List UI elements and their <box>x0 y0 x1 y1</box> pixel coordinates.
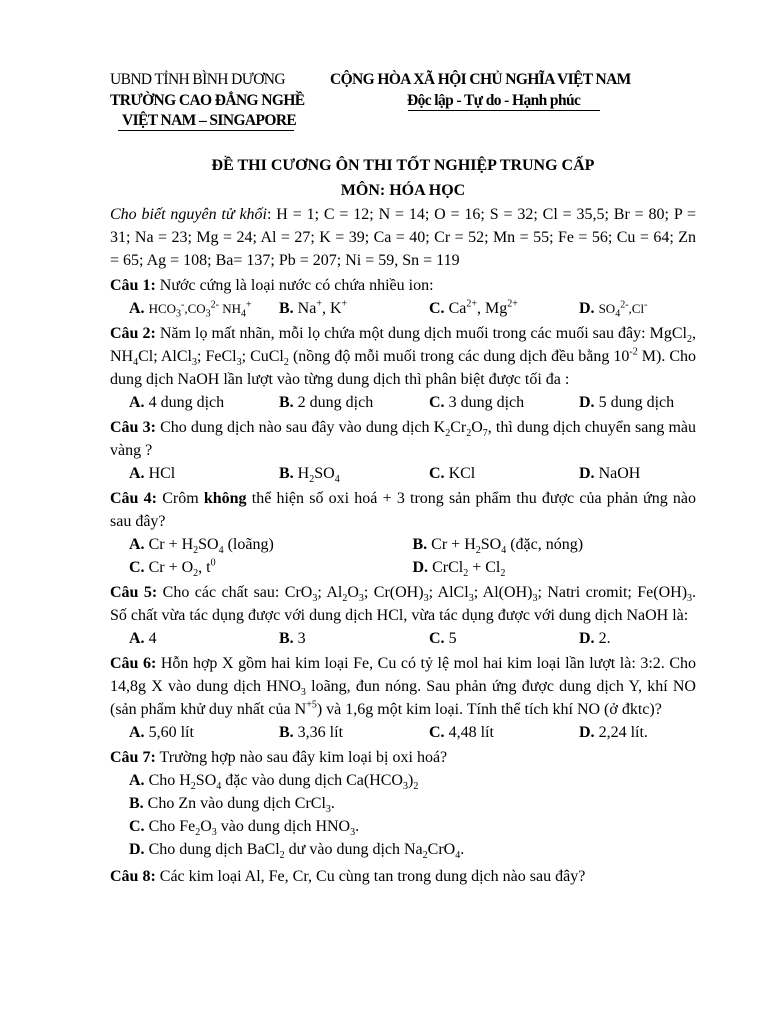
question-1: Câu 1: Nước cứng là loại nước có chứa nhiều ion: <box>110 277 434 294</box>
option-c[interactable]: C. 3 dung dịch <box>429 394 525 411</box>
option-b[interactable]: B. 3 <box>279 630 306 647</box>
option-a[interactable]: A. $HCO_3^-,CO_3^{2-}$ $NH_4^+$ <box>129 299 252 320</box>
option-a[interactable]: A. 4 dung dịch <box>129 394 225 411</box>
option-a[interactable]: A. 4 <box>129 630 157 647</box>
question-5: Câu 5: Cho các chất sau: CrO$_3$; $Al_2O_3$; $Cr(OH)_3$; AlCl$_3$; $Al(OH)_3$; Natri cromit; $Fe(OH)_3$. Số chất vừa tác dụng được với dung dịch HCl, vừa tác dụng được với dung dịch NaOH là: <box>110 584 697 624</box>
question-6-options <box>110 721 696 744</box>
option-a[interactable]: A. HCl <box>129 465 176 482</box>
motto-underline <box>408 110 600 111</box>
question-7: Câu 7: Trường hợp nào sau đây kim loại bị oxi hoá? <box>110 749 448 766</box>
option-d[interactable]: D. 2. <box>579 630 611 647</box>
option-b[interactable]: B. 3,36 lít <box>279 724 344 741</box>
option-d[interactable]: D. NaOH <box>579 465 641 482</box>
exam-title: ĐỀ THI CƯƠNG ÔN THI TỐT NGHIỆP TRUNG CẤP <box>211 157 595 174</box>
option-d[interactable]: D. CrCl$_2$ + $Cl_2$ <box>412 559 506 580</box>
option-b[interactable]: B. 2 dung dịch <box>279 394 374 411</box>
option-a[interactable]: A. $Cr + H_2SO_4$ (loãng) <box>129 536 274 557</box>
school-underline <box>118 130 294 131</box>
option-a[interactable]: A. 5,60 lít <box>129 724 194 741</box>
option-b[interactable]: B. Na+, K+ <box>279 298 348 317</box>
option-c[interactable]: C. KCl <box>429 465 476 482</box>
option-c[interactable]: C. $Cr + O_2$, $t^0$ <box>129 557 216 580</box>
exam-page <box>110 66 696 888</box>
question-3: Câu 3: Cho dung dịch nào sau đây vào dung dịch $K_2Cr_2O_7$, thì dung dịch chuyển sang màu vàng ? <box>110 419 697 459</box>
national-motto: Độc lập - Tự do - Hạnh phúc <box>407 92 581 109</box>
exam-subject: MÔN: HÓA HỌC <box>340 182 466 199</box>
atomic-masses: Cho biết nguyên tử khối: H = 1; C = 12; N = 14; O = 16; S = 32; Cl = 35,5; Br = 80; P = 31; Na = 23; Mg = 24; Al = 27; K = 39; Ca = 40; Cr = 52; Mn = 55; Fe = 56; Cu = 64; Zn = 65; Ag = 108; Ba= 137; Pb = 207; Ni = 59, Sn = 119 <box>110 206 696 269</box>
option-c[interactable]: C. 5 <box>429 630 457 647</box>
question-4: Câu 4: Crôm không thể hiện số oxi hoá + 3 trong sản phẩm thu được của phản ứng nào sau đây? <box>110 490 697 530</box>
school-name: TRƯỜNG CAO ĐẲNG NGHỀ <box>110 92 305 109</box>
option-d[interactable]: D. 5 dung dịch <box>579 394 675 411</box>
option-d[interactable]: D. 2,24 lít. <box>579 724 648 741</box>
question-2: Câu 2: Năm lọ mất nhãn, mỗi lọ chứa một dung dịch muối trong các muối sau đây: MgCl$_2$, $NH_4Cl$; AlCl$_3$; FeCl$_3$; CuCl$_2$ (nồng độ mỗi muối trong các dung dịch đều bằng $10^{-2}$ M). Cho dung dịch NaOH lần lượt vào từng dung dịch thì phân biệt được tối đa : <box>110 325 697 388</box>
school-name-line2: VIỆT NAM – SINGAPORE <box>122 112 297 129</box>
question-1-options <box>110 297 696 320</box>
option-b[interactable]: B. $H_2SO_4$ <box>279 465 340 486</box>
question-5-options <box>110 627 696 650</box>
option-b[interactable]: B. Cho Zn vào dung dịch CrCl$_3$. <box>129 795 335 816</box>
question-8: Câu 8: Các kim loại Al, Fe, Cr, Cu cùng tan trong dung dịch nào sau đây? <box>110 868 586 885</box>
option-c[interactable]: C. $Ca^{2+}$, $Mg^{2+}$ <box>429 298 518 317</box>
question-6: Câu 6: Hỗn hợp X gồm hai kim loại Fe, Cu có tỷ lệ mol hai kim loại lần lượt là: 3:2. Cho 14,8g X vào dung dịch $HNO_3$ loãng, đun nóng. Sau phản ứng được dung dịch Y, khí NO (sản phẩm khử duy nhất của $N^{+5}$) và 1,6g một kim loại. Tính thể tích khí NO (ở đktc)? <box>110 655 696 718</box>
question-3-options <box>110 462 696 485</box>
option-a[interactable]: A. Cho $H_2SO_4$ đặc vào dung dịch $Ca(HCO_3)_2$ <box>129 772 419 793</box>
question-4-options-row2 <box>110 556 696 579</box>
option-c[interactable]: C. 4,48 lít <box>429 724 494 741</box>
question-4-options-row1 <box>110 533 696 556</box>
option-c[interactable]: C. Cho $Fe_2O_3$ vào dung dịch $HNO_3$. <box>129 818 360 839</box>
question-2-options <box>110 391 696 414</box>
option-b[interactable]: B. $Cr + H_2SO_4$ (đặc, nóng) <box>412 536 584 557</box>
national-title: CỘNG HÒA XÃ HỘI CHỦ NGHĨA VIỆT NAM <box>330 71 631 88</box>
document-header <box>110 66 696 132</box>
option-d[interactable]: D. Cho dung dịch BaCl$_2$ dư vào dung dịch $Na_2CrO_4$. <box>129 841 465 862</box>
option-d[interactable]: D. $SO_4^{2-},Cl^-$ <box>579 299 648 320</box>
agency-name: UBND TỈNH BÌNH DƯƠNG <box>110 71 285 88</box>
